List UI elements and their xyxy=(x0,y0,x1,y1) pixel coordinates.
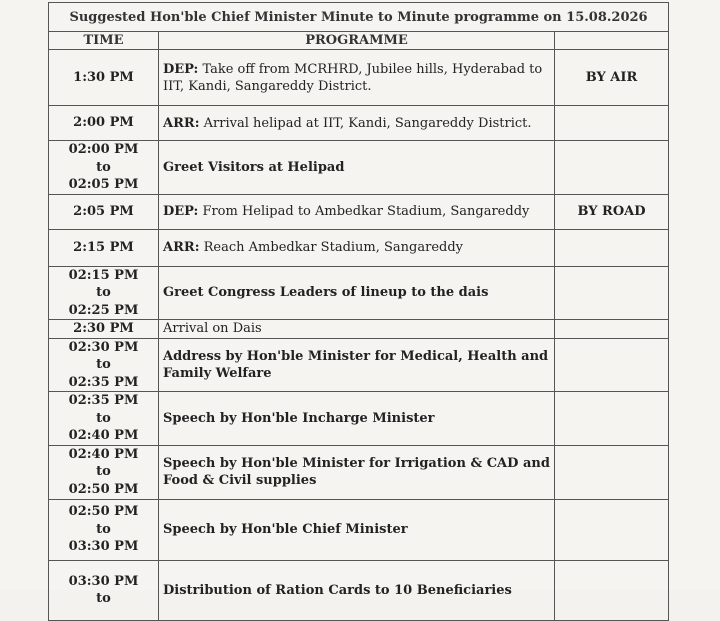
travel-mode-cell: BY AIR xyxy=(555,50,669,106)
movement-tag: DEP: xyxy=(163,61,199,77)
mode-header xyxy=(555,32,669,50)
time-text: to xyxy=(96,521,111,537)
page-title: Suggested Hon'ble Chief Minister Minute to Minute programme on 15.08.2026 xyxy=(49,3,669,32)
title-row xyxy=(49,3,669,32)
time-cell xyxy=(49,194,159,229)
schedule-row xyxy=(49,560,669,620)
travel-mode-cell xyxy=(555,338,669,392)
time-text: to xyxy=(96,591,111,606)
time-text: 02:40 PM xyxy=(68,428,139,443)
movement-tag: ARR: xyxy=(163,240,200,255)
time-text: 02:25 PM xyxy=(68,302,139,318)
time-cell xyxy=(49,141,159,195)
time-cell xyxy=(49,560,159,620)
travel-mode-cell xyxy=(555,499,669,560)
travel-mode-cell: BY ROAD xyxy=(555,194,669,229)
schedule-row xyxy=(49,50,669,106)
travel-mode-cell xyxy=(555,445,669,499)
programme-cell xyxy=(159,499,555,560)
schedule-row xyxy=(49,266,669,320)
programme-cell xyxy=(159,338,555,392)
header-row xyxy=(49,32,669,50)
movement-tag: ARR: xyxy=(163,115,200,131)
schedule-row xyxy=(49,499,669,560)
time-text: 2:15 PM xyxy=(73,239,134,255)
time-text: 02:40 PM xyxy=(68,446,139,462)
schedule-row xyxy=(49,229,669,266)
time-text: 02:05 PM xyxy=(68,177,139,192)
programme-cell xyxy=(159,320,555,339)
schedule-row xyxy=(49,338,669,392)
time-text: 2:05 PM xyxy=(73,203,134,219)
travel-mode-cell xyxy=(555,266,669,320)
time-text: to xyxy=(96,410,111,426)
time-text: 02:50 PM xyxy=(68,504,139,520)
movement-tag: DEP: xyxy=(163,204,199,219)
time-cell xyxy=(49,338,159,392)
travel-mode-cell xyxy=(555,320,669,339)
programme-cell xyxy=(159,266,555,320)
programme-cell xyxy=(159,560,555,620)
time-text: 1:30 PM xyxy=(73,69,134,85)
schedule-row xyxy=(49,141,669,195)
programme-text: Address by Hon'ble Minister for Medical, Health and Family Welfare xyxy=(163,348,549,381)
programme-text: Distribution of Ration Cards to 10 Beneficiaries xyxy=(163,582,512,598)
time-cell xyxy=(49,266,159,320)
schedule-row xyxy=(49,106,669,141)
programme-cell xyxy=(159,445,555,499)
travel-mode-cell xyxy=(555,560,669,620)
programme-cell xyxy=(159,106,555,141)
time-cell xyxy=(49,50,159,106)
time-text: 02:15 PM xyxy=(68,267,139,283)
programme-text: Greet Visitors at Helipad xyxy=(163,159,345,175)
programme-cell xyxy=(159,141,555,195)
time-cell xyxy=(49,392,159,446)
programme-text: Speech by Hon'ble Incharge Minister xyxy=(163,410,435,426)
time-cell xyxy=(49,499,159,560)
time-header: TIME xyxy=(49,32,159,50)
programme-cell xyxy=(159,50,555,106)
time-text: 02:00 PM xyxy=(68,142,139,157)
time-text: 02:30 PM xyxy=(68,339,139,355)
programme-cell xyxy=(159,194,555,229)
programme-table xyxy=(48,2,669,621)
programme-text: Take off from MCRHRD, Jubilee hills, Hyderabad to IIT, Kandi, Sangareddy District. xyxy=(163,61,543,94)
programme-text: Greet Congress Leaders of lineup to the dais xyxy=(163,285,489,301)
schedule-row xyxy=(49,320,669,339)
schedule-row xyxy=(49,194,669,229)
schedule-row xyxy=(49,392,669,446)
programme-text: Speech by Hon'ble Minister for Irrigation & CAD and Food & Civil supplies xyxy=(163,456,550,488)
programme-text: Reach Ambedkar Stadium, Sangareddy xyxy=(203,240,464,255)
programme-text: Arrival helipad at IIT, Kandi, Sangareddy District. xyxy=(203,115,532,131)
time-cell xyxy=(49,106,159,141)
travel-mode-cell xyxy=(555,392,669,446)
time-cell xyxy=(49,320,159,339)
time-text: 2:00 PM xyxy=(73,115,134,131)
time-text: to xyxy=(96,285,111,300)
programme-cell xyxy=(159,392,555,446)
programme-text: From Helipad to Ambedkar Stadium, Sangareddy xyxy=(202,204,530,219)
travel-mode-cell xyxy=(555,229,669,266)
time-cell xyxy=(49,445,159,499)
time-text: 03:30 PM xyxy=(68,539,139,555)
time-text: to xyxy=(96,357,111,372)
programme-text: Speech by Hon'ble Chief Minister xyxy=(163,522,408,537)
time-text: 02:35 PM xyxy=(68,374,139,390)
programme-text: Arrival on Dais xyxy=(163,321,262,337)
time-text: 02:35 PM xyxy=(68,393,139,408)
travel-mode-cell xyxy=(555,106,669,141)
programme-cell xyxy=(159,229,555,266)
time-text: 2:30 PM xyxy=(73,321,134,336)
schedule-row xyxy=(49,445,669,499)
time-text: 03:30 PM xyxy=(68,573,139,589)
travel-mode-cell xyxy=(555,141,669,195)
time-text: to xyxy=(96,159,111,175)
time-text: 02:50 PM xyxy=(68,481,139,497)
programme-header: PROGRAMME xyxy=(159,32,555,50)
time-cell xyxy=(49,229,159,266)
time-text: to xyxy=(96,464,111,480)
